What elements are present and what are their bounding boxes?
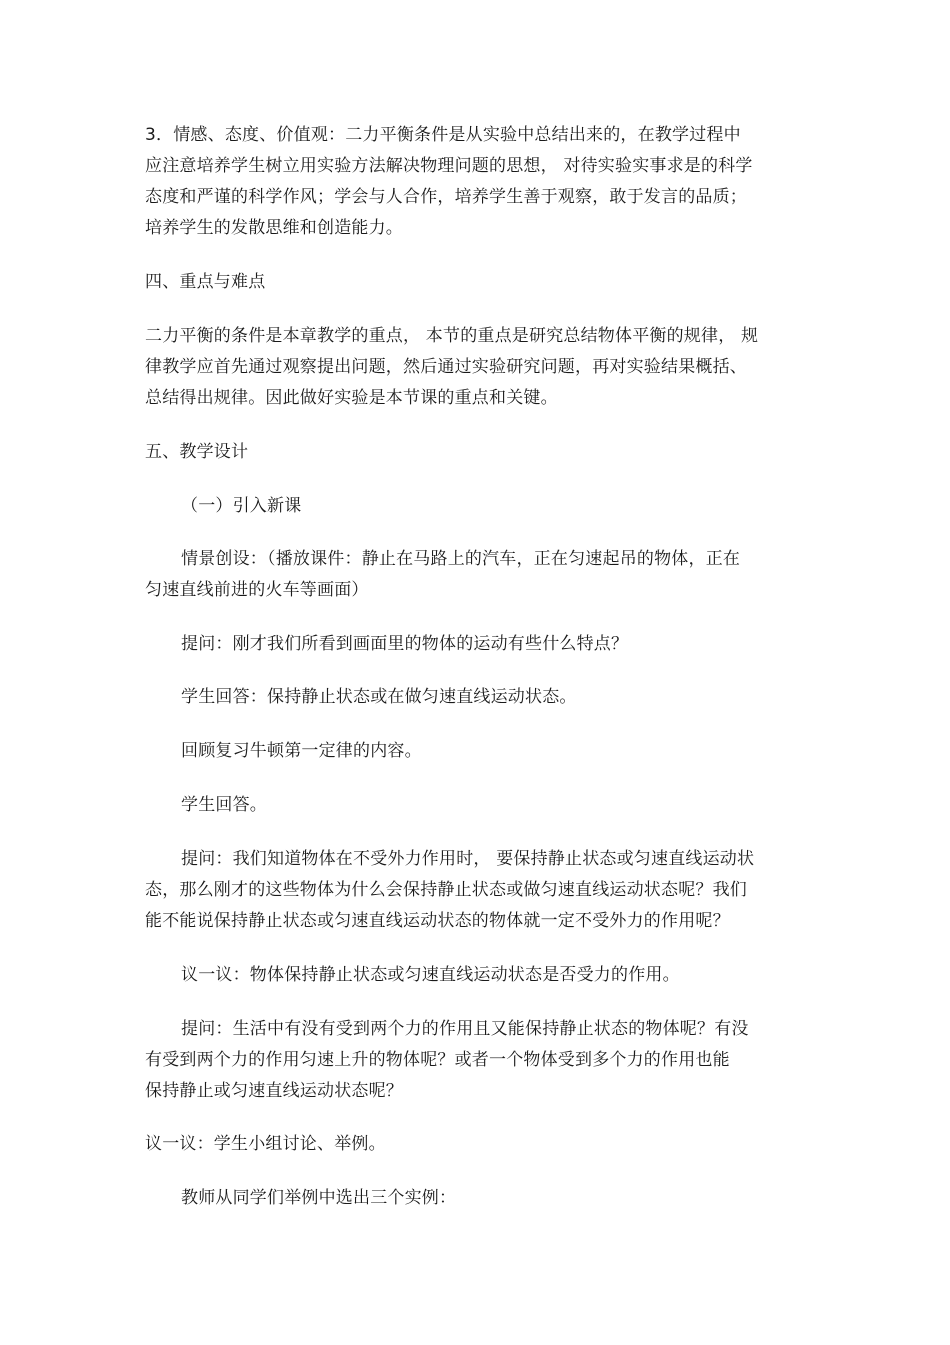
- paragraph-answer-2: 学生回答。: [181, 795, 267, 815]
- paragraph-answer-1: 学生回答：保持静止状态或在做匀速直线运动状态。: [181, 687, 577, 707]
- text-line: 二力平衡的条件是本章教学的重点， 本节的重点是研究总结物体平衡的规律， 规: [145, 326, 759, 346]
- text-line: 有受到两个力的作用匀速上升的物体呢？或者一个物体受到多个力的作用也能: [145, 1050, 730, 1070]
- text-line: 应注意培养学生树立用实验方法解决物理问题的思想， 对待实验实事求是的科学: [145, 156, 753, 176]
- text-line: 情景创设：（播放课件：静止在马路上的汽车，正在匀速起吊的物体，正在: [181, 549, 741, 569]
- text-line: 态度和严谨的科学作风；学会与人合作，培养学生善于观察，敢于发言的品质；: [145, 187, 747, 207]
- text-line: 态，那么刚才的这些物体为什么会保持静止状态或做匀速直线运动状态呢？我们: [145, 880, 747, 900]
- paragraph-discussion-2: 议一议：学生小组讨论、举例。: [145, 1134, 386, 1154]
- paragraph-discussion-1: 议一议：物体保持静止状态或匀速直线运动状态是否受力的作用。: [181, 965, 680, 985]
- text-line: 保持静止或匀速直线运动状态呢？: [145, 1081, 403, 1101]
- section-heading-teaching-design: 五、教学设计: [145, 442, 249, 462]
- text-line: 总结得出规律。因此做好实验是本节课的重点和关键。: [145, 388, 558, 408]
- text-line: 培养学生的发散思维和创造能力。: [145, 218, 403, 238]
- paragraph-teacher-examples: 教师从同学们举例中选出三个实例：: [181, 1188, 457, 1208]
- text-line: 能不能说保持静止状态或匀速直线运动状态的物体就一定不受外力的作用呢？: [145, 911, 730, 931]
- subheading-intro: （一）引入新课: [181, 496, 302, 516]
- text-line: 律教学应首先通过观察提出问题，然后通过实验研究问题，再对实验结果概括、: [145, 357, 747, 377]
- text-line: 匀速直线前进的火车等画面）: [145, 580, 369, 600]
- text-line: 提问：生活中有没有受到两个力的作用且又能保持静止状态的物体呢？有没: [181, 1019, 749, 1039]
- paragraph-question-1: 提问：刚才我们所看到画面里的物体的运动有些什么特点？: [181, 634, 629, 654]
- text-line: 3．情感、态度、价值观：二力平衡条件是从实验中总结出来的，在教学过程中: [145, 125, 741, 145]
- text-line: 提问：我们知道物体在不受外力作用时， 要保持静止状态或匀速直线运动状: [181, 849, 755, 869]
- section-heading-key-points: 四、重点与难点: [145, 272, 266, 292]
- paragraph-review: 回顾复习牛顿第一定律的内容。: [181, 741, 422, 761]
